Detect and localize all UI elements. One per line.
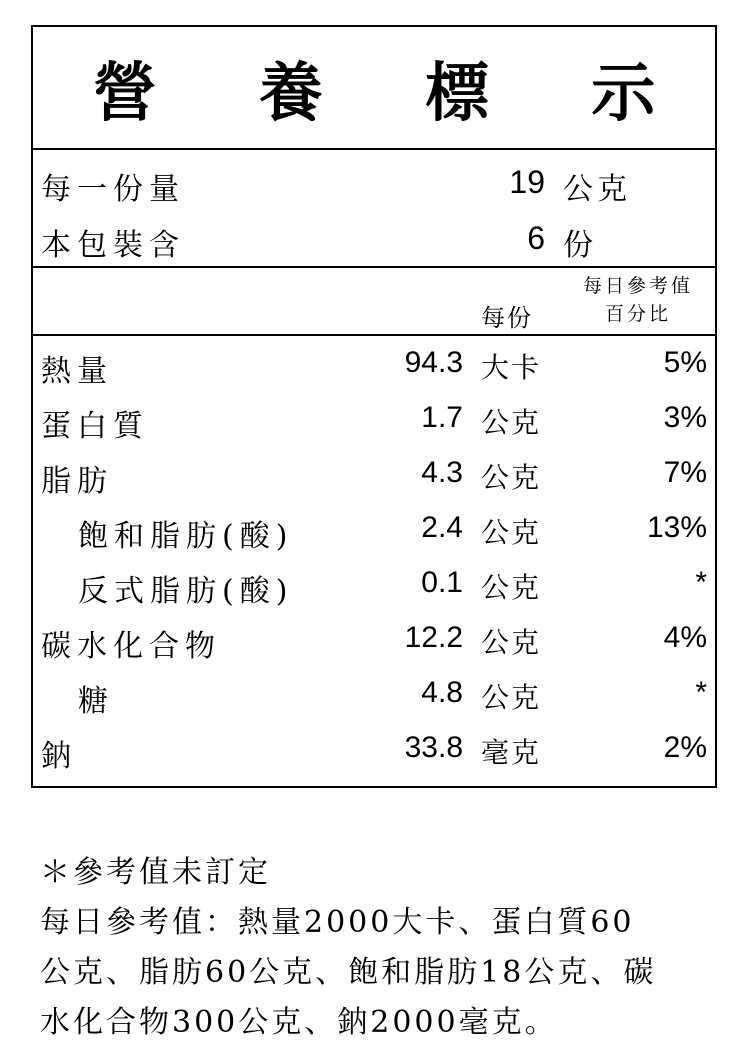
- nutrient-daily-value: *: [695, 676, 707, 709]
- footnote-daily-reference-line1: 每日參考值：熱量2000大卡、蛋白質60: [40, 905, 635, 940]
- nutrient-name: 糖: [78, 684, 114, 719]
- nutrient-row-protein: [33, 391, 715, 446]
- daily-value-header: [563, 272, 713, 328]
- nutrient-amount: 4.8: [421, 676, 463, 709]
- daily-value-header-line1: 每日參考值: [582, 275, 693, 297]
- nutrient-daily-value: 5%: [663, 346, 707, 379]
- nutrient-row-saturated-fat: [33, 501, 715, 556]
- nutrient-list: [33, 336, 715, 786]
- footnote-undetermined: ＊參考值未訂定: [40, 855, 271, 890]
- servings-count-value: 6: [527, 220, 545, 256]
- nutrient-unit: 大卡: [481, 351, 542, 384]
- nutrient-row-sodium: [33, 721, 715, 776]
- nutrient-unit: 公克: [481, 406, 542, 439]
- nutrient-unit: 毫克: [481, 736, 542, 769]
- nutrient-unit: 公克: [481, 571, 542, 604]
- nutrient-daily-value: 2%: [663, 731, 707, 764]
- nutrient-amount: 33.8: [404, 731, 463, 764]
- serving-size-value: 19: [509, 164, 545, 200]
- column-header: [33, 268, 715, 336]
- servings-count-row: [33, 220, 715, 270]
- serving-size-label: 每一份量: [41, 172, 185, 207]
- nutrient-name: 反式脂肪(酸): [78, 574, 294, 609]
- nutrient-row-energy: [33, 336, 715, 391]
- nutrient-unit: 公克: [481, 516, 542, 549]
- nutrition-label: [31, 25, 717, 788]
- nutrient-daily-value: 13%: [646, 511, 707, 544]
- label-title: 營 養 標 示: [33, 27, 715, 150]
- nutrient-amount: 1.7: [421, 401, 463, 434]
- nutrient-row-carbohydrate: [33, 611, 715, 666]
- serving-info: [33, 150, 715, 268]
- nutrient-amount: 2.4: [421, 511, 463, 544]
- servings-count-label: 本包裝含: [41, 228, 185, 263]
- nutrient-name: 碳水化合物: [41, 629, 221, 664]
- nutrient-amount: 4.3: [421, 456, 463, 489]
- nutrient-unit: 公克: [481, 681, 542, 714]
- nutrient-amount: 0.1: [421, 566, 463, 599]
- footnote-daily-reference-line2: 公克、脂肪60公克、飽和脂肪18公克、碳: [40, 955, 657, 990]
- serving-size-row: [33, 164, 715, 214]
- footnote-daily-reference-line3: 水化合物300公克、鈉2000毫克。: [40, 1005, 558, 1040]
- nutrient-name: 蛋白質: [41, 409, 149, 444]
- daily-value-header-line2: 百分比: [604, 303, 671, 325]
- nutrient-amount: 12.2: [404, 621, 463, 654]
- footnotes: [40, 848, 720, 1048]
- nutrient-daily-value: 3%: [663, 401, 707, 434]
- nutrient-name: 鈉: [41, 739, 77, 774]
- nutrient-daily-value: 4%: [663, 621, 707, 654]
- nutrient-unit: 公克: [481, 461, 542, 494]
- nutrient-row-fat: [33, 446, 715, 501]
- nutrient-amount: 94.3: [404, 346, 463, 379]
- nutrient-row-sugar: [33, 666, 715, 721]
- per-serving-header: 每份: [481, 304, 533, 332]
- nutrient-daily-value: 7%: [663, 456, 707, 489]
- nutrient-row-trans-fat: [33, 556, 715, 611]
- serving-size-unit: 公克: [563, 172, 631, 207]
- servings-count-unit: 份: [563, 228, 597, 263]
- nutrient-unit: 公克: [481, 626, 542, 659]
- nutrient-name: 飽和脂肪(酸): [78, 519, 294, 554]
- nutrient-name: 熱量: [41, 354, 113, 389]
- nutrient-daily-value: *: [695, 566, 707, 599]
- nutrient-name: 脂肪: [41, 464, 113, 499]
